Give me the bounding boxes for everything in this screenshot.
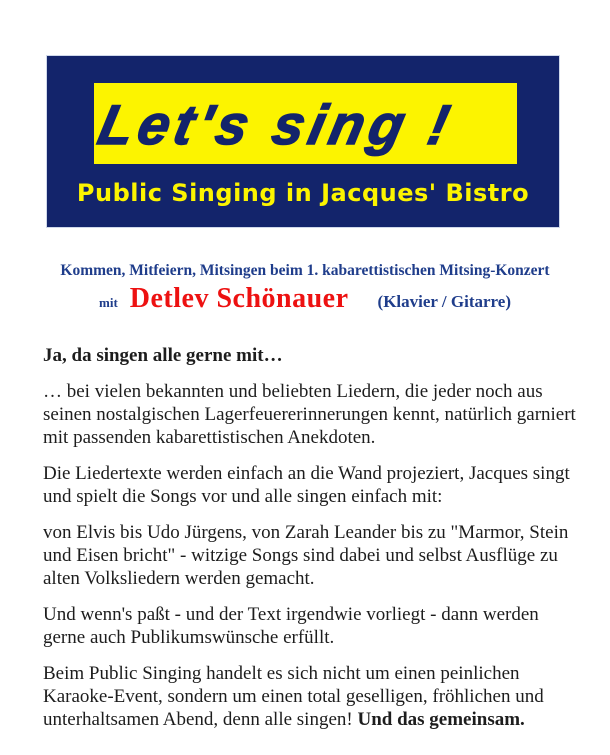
- paragraph-1: … bei vielen bekannten und beliebten Liedern, die jeder noch aus seinen nostalgischen Lagerfeuererinnerungen kennt, natürlich garniert mit passenden kabarettistischen Anekdoten.: [43, 381, 576, 448]
- paragraph-5-text: Beim Public Singing handelt es sich nicht um einen peinlichen Karaoke-Event, sondern um einen total geselligen, fröhlichen und unterhaltsamen Abend, denn alle singen!: [43, 663, 544, 730]
- event-headline: Kommen, Mitfeiern, Mitsingen beim 1. kabarettistischen Mitsing-Konzert: [60, 262, 550, 279]
- banner-subtitle: Public Singing in Jacques' Bistro: [76, 179, 530, 207]
- performer-instruments: (Klavier / Gitarre): [377, 292, 511, 311]
- paragraph-2: Die Liedertexte werden einfach an die Wand projeziert, Jacques singt und spielt die Songs vor und alle singen einfach mit:: [43, 463, 570, 507]
- banner: [46, 55, 560, 228]
- closing-bold-phrase: Und das gemeinsam.: [357, 709, 525, 730]
- paragraph-3: von Elvis bis Udo Jürgens, von Zarah Leander bis zu "Marmor, Stein und Eisen bricht" - witzige Songs sind dabei und selbst Ausflüge zu alten Volksliedern werden gemacht.: [43, 522, 569, 589]
- performer-name: Detlev Schönauer: [129, 283, 349, 314]
- paragraph-4: Und wenn's paßt - und der Text irgendwie vorliegt - dann werden gerne auch Publikumswünsche erfüllt.: [43, 604, 539, 648]
- performer-line: [0, 283, 610, 315]
- paragraph-5: [43, 662, 578, 731]
- lets-sing-logo: Let's sing !: [93, 93, 460, 156]
- logo-box: [94, 83, 517, 164]
- body-copy: [43, 344, 578, 744]
- performer-prefix: mit: [99, 295, 118, 310]
- body-heading: Ja, da singen alle gerne mit…: [43, 345, 283, 366]
